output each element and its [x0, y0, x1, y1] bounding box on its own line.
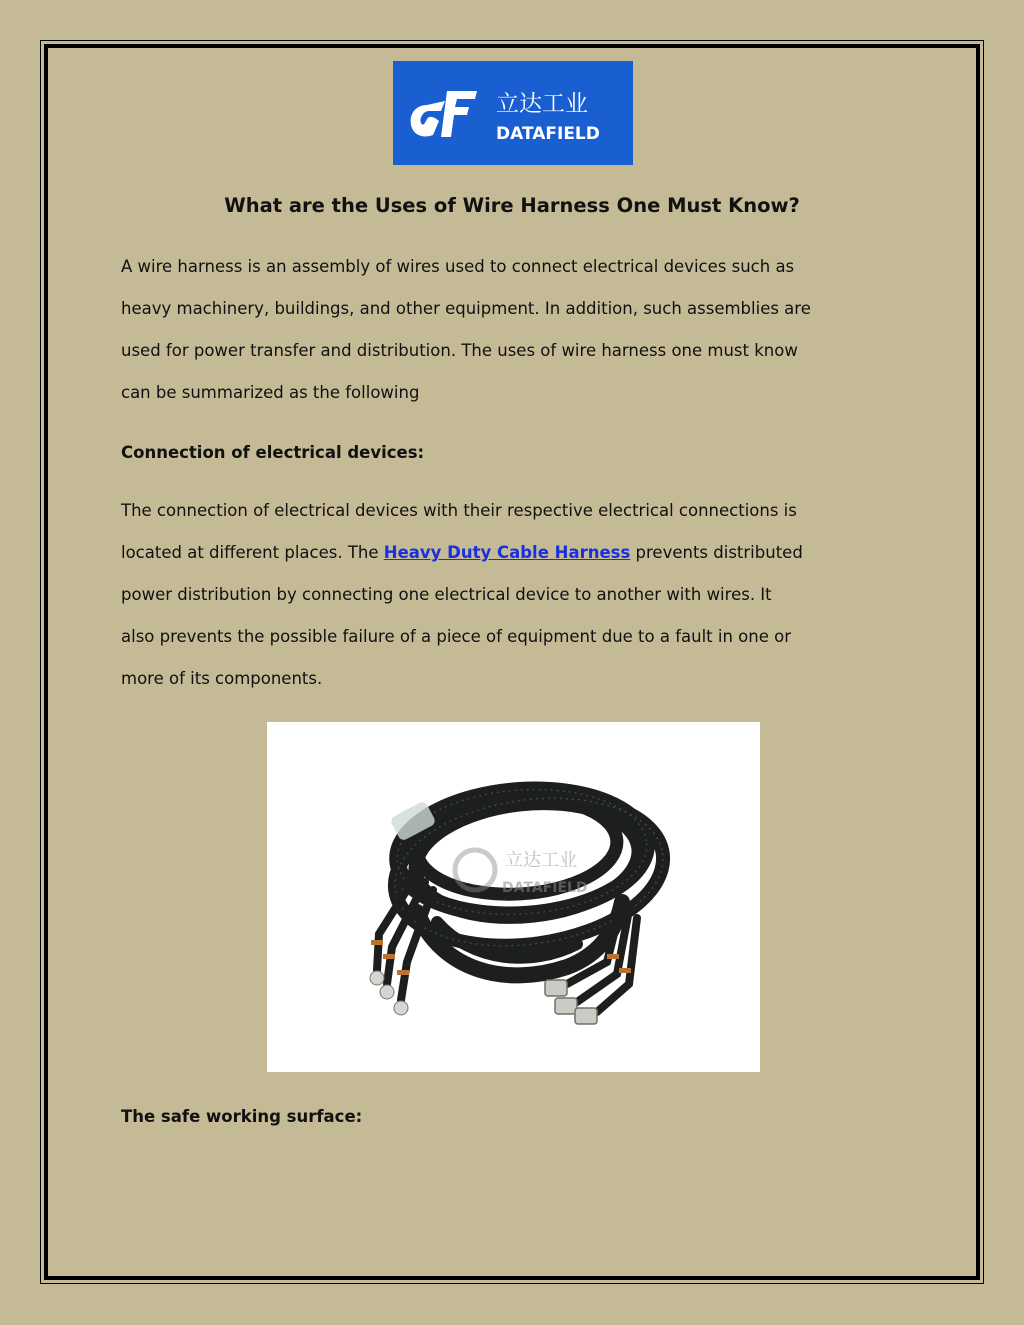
datafield-logo: [393, 61, 633, 165]
heavy-duty-cable-harness-link[interactable]: Heavy Duty Cable Harness: [383, 543, 631, 562]
section-heading-safe-working-surface: The safe working surface:: [121, 1107, 363, 1126]
watermark-brand: DATAFIELD: [502, 880, 588, 896]
connection-line: also prevents the possible failure of a piece of equipment due to a fault in one or: [121, 627, 791, 646]
intro-line: used for power transfer and distribution. The uses of wire harness one must know: [121, 341, 798, 360]
logo-chinese-text: 立达工业: [496, 91, 588, 117]
connection-paragraph: [121, 490, 911, 700]
watermark-chinese: 立达工业: [505, 850, 577, 871]
wire-harness-photo: [267, 722, 760, 1072]
intro-line: heavy machinery, buildings, and other equipment. In addition, such assemblies are: [121, 299, 811, 318]
intro-line: can be summarized as the following: [121, 383, 420, 402]
connection-line-text: prevents distributed: [630, 543, 803, 562]
connection-line: more of its components.: [121, 669, 323, 688]
intro-paragraph: [121, 246, 911, 414]
logo-brand-text: DATAFIELD: [496, 124, 600, 144]
page-title: What are the Uses of Wire Harness One Must Know?: [224, 194, 800, 217]
intro-line: A wire harness is an assembly of wires used to connect electrical devices such as: [121, 257, 795, 276]
connection-line-text: located at different places. The: [121, 543, 384, 562]
connection-line: power distribution by connecting one electrical device to another with wires. It: [121, 585, 772, 604]
connection-line: The connection of electrical devices with their respective electrical connections is: [121, 501, 797, 520]
section-heading-connection: Connection of electrical devices:: [121, 443, 425, 462]
